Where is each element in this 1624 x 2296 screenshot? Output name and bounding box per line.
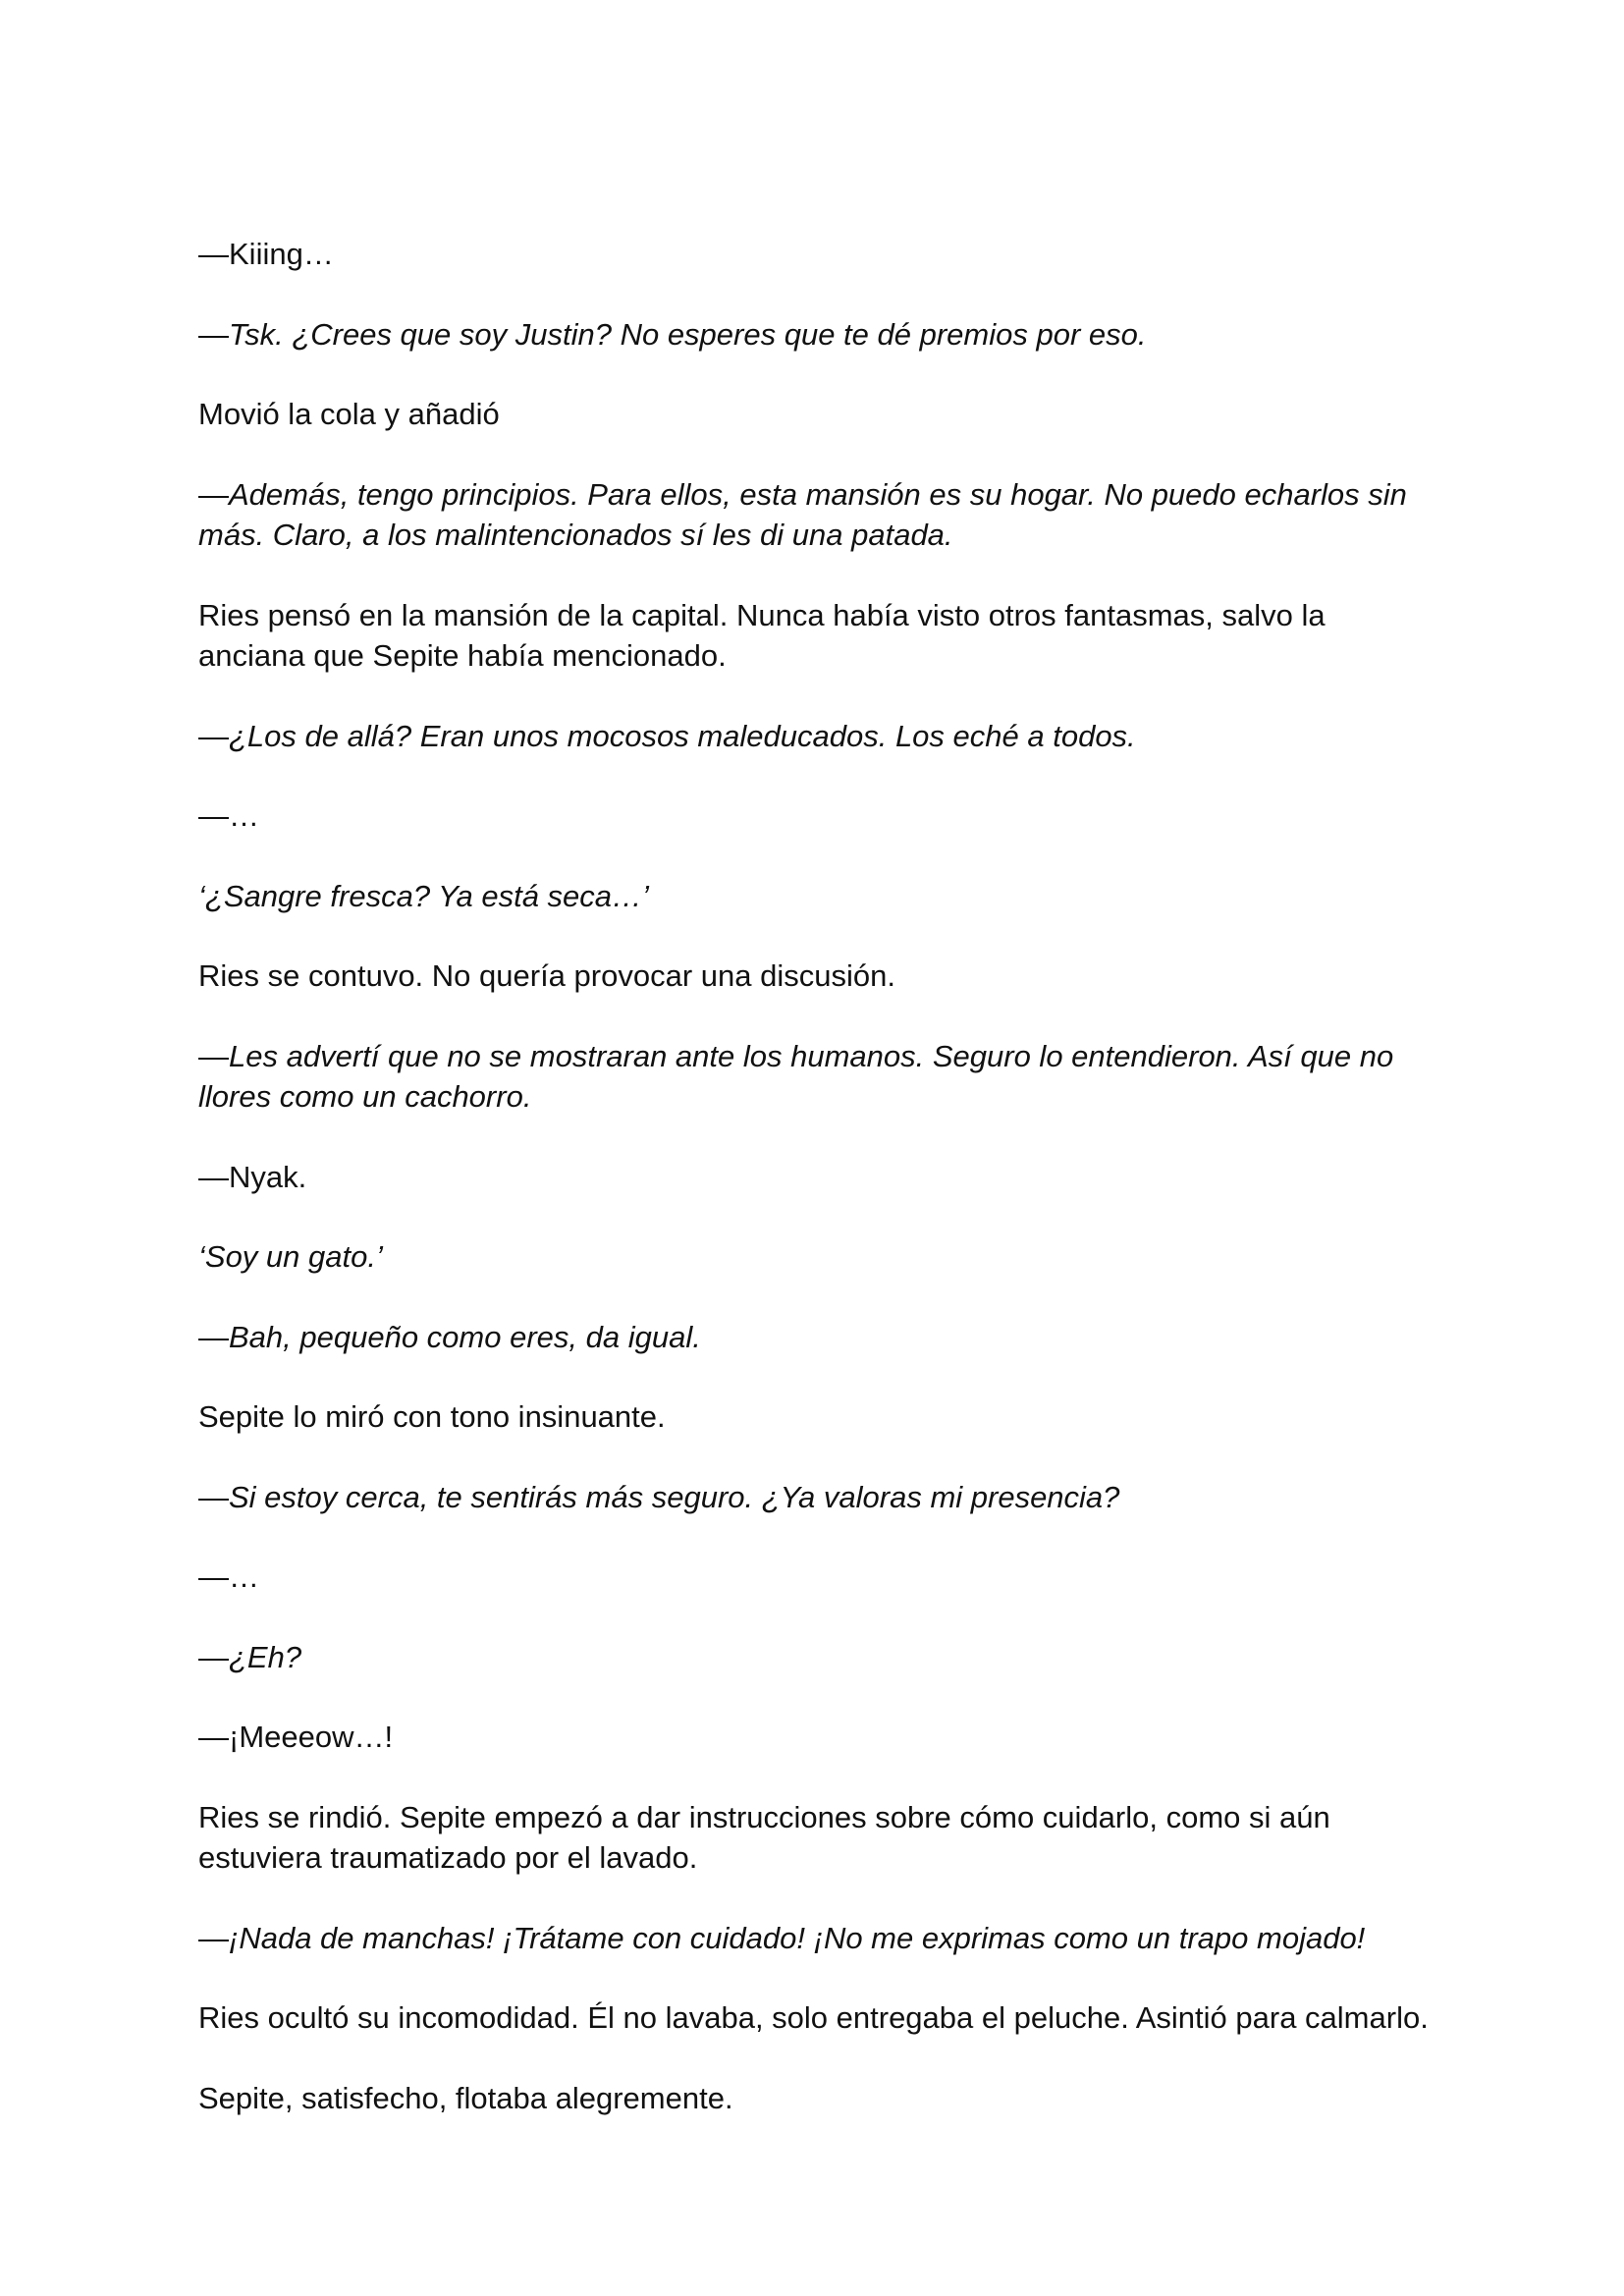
dialogue-text: Les advertí que no se mostraran ante los humanos. Seguro lo entendieron. Así que no llores como un cachorro.	[198, 1038, 1394, 1114]
paragraph: Movió la cola y añadió	[198, 397, 500, 431]
paragraph: Ries se contuvo. No quería provocar una discusión.	[198, 958, 895, 993]
dialogue-dash: —	[198, 1920, 229, 1955]
dialogue-text: ¿Los de allá? Eran unos mocosos maleducados. Los eché a todos.	[229, 718, 1136, 753]
dialogue-dash: —	[198, 1479, 229, 1514]
paragraph: —…	[198, 1559, 259, 1594]
dialogue-paragraph	[198, 314, 1435, 355]
paragraph: Ries ocultó su incomodidad. Él no lavaba, solo entregaba el peluche. Asintió para calmarlo.	[198, 2000, 1429, 2035]
dialogue-paragraph	[198, 1637, 1435, 1678]
paragraph: —Kiiing…	[198, 237, 334, 271]
dialogue-paragraph	[198, 474, 1435, 556]
thought-paragraph: ‘Soy un gato.’	[198, 1239, 383, 1274]
dialogue-text: Tsk. ¿Crees que soy Justin? No esperes que te dé premios por eso.	[229, 316, 1147, 352]
paragraph: —¡Meeeow…!	[198, 1720, 394, 1754]
dialogue-paragraph	[198, 1036, 1435, 1118]
dialogue-paragraph	[198, 716, 1435, 757]
paragraph: Sepite lo miró con tono insinuante.	[198, 1399, 666, 1434]
dialogue-dash: —	[198, 316, 229, 352]
document-body	[198, 234, 1435, 2158]
dialogue-paragraph	[198, 1918, 1435, 1959]
paragraph: Ries se rindió. Sepite empezó a dar instrucciones sobre cómo cuidarlo, como si aún estuviera traumatizado por el lavado.	[198, 1799, 1330, 1875]
dialogue-text: Bah, pequeño como eres, da igual.	[229, 1319, 701, 1354]
dialogue-text: ¡Nada de manchas! ¡Trátame con cuidado! ¡No me exprimas como un trapo mojado!	[229, 1920, 1366, 1955]
dialogue-dash: —	[198, 1038, 229, 1073]
dialogue-paragraph	[198, 1317, 1435, 1358]
dialogue-text: Además, tengo principios. Para ellos, esta mansión es su hogar. No puedo echarlos sin más. Claro, a los malintencionados sí les di una patada.	[198, 476, 1407, 552]
paragraph: Sepite, satisfecho, flotaba alegremente.	[198, 2080, 733, 2115]
thought-paragraph: ‘¿Sangre fresca? Ya está seca…’	[198, 878, 649, 913]
paragraph: —Nyak.	[198, 1159, 307, 1194]
paragraph: Ries pensó en la mansión de la capital. Nunca había visto otros fantasmas, salvo la anciana que Sepite había mencionado.	[198, 597, 1326, 673]
paragraph: —…	[198, 798, 259, 833]
dialogue-dash: —	[198, 1639, 229, 1674]
dialogue-dash: —	[198, 718, 229, 753]
dialogue-dash: —	[198, 476, 229, 512]
dialogue-dash: —	[198, 1319, 229, 1354]
dialogue-text: Si estoy cerca, te sentirás más seguro. ¿Ya valoras mi presencia?	[229, 1479, 1120, 1514]
dialogue-text: ¿Eh?	[229, 1639, 302, 1674]
dialogue-paragraph	[198, 1477, 1435, 1518]
